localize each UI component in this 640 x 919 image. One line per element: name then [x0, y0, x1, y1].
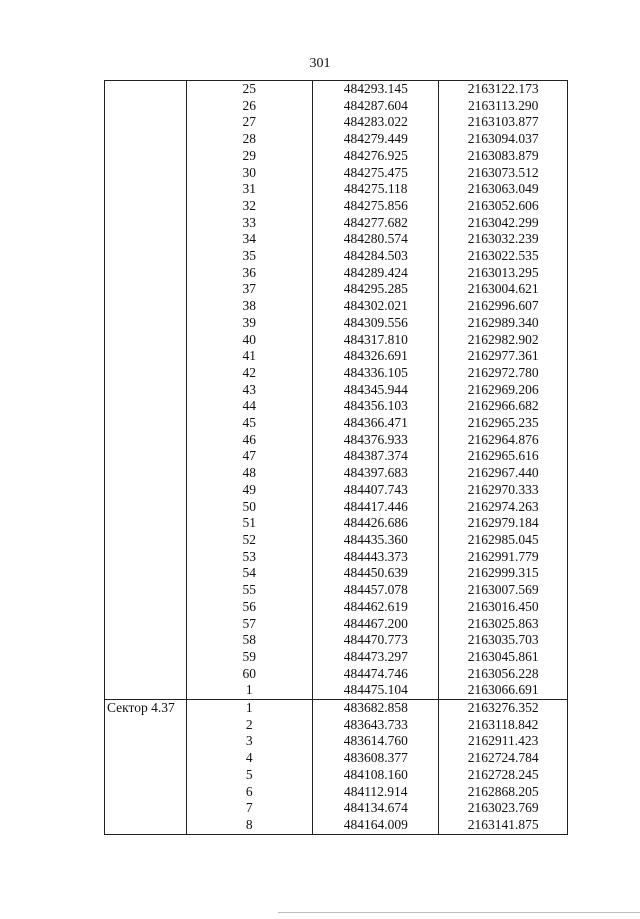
y-coordinate-cell: 2163113.290 [439, 98, 568, 115]
sector-cell [105, 382, 187, 399]
y-coordinate-cell: 2163103.877 [439, 114, 568, 131]
sector-cell [105, 398, 187, 415]
table-row [105, 281, 568, 298]
table-row [105, 465, 568, 482]
point-number-cell: 43 [186, 382, 312, 399]
table-row [105, 515, 568, 532]
sector-cell [105, 332, 187, 349]
sector-cell [105, 632, 187, 649]
y-coordinate-cell: 2162965.235 [439, 415, 568, 432]
point-number-cell: 34 [186, 231, 312, 248]
table-row [105, 800, 568, 817]
sector-cell [105, 784, 187, 801]
sector-cell [105, 817, 187, 834]
table-row [105, 248, 568, 265]
x-coordinate-cell: 484397.683 [313, 465, 439, 482]
point-number-cell: 3 [186, 733, 312, 750]
point-number-cell: 36 [186, 265, 312, 282]
x-coordinate-cell: 484302.021 [313, 298, 439, 315]
y-coordinate-cell: 2162972.780 [439, 365, 568, 382]
point-number-cell: 52 [186, 532, 312, 549]
x-coordinate-cell: 484275.475 [313, 165, 439, 182]
sector-cell [105, 231, 187, 248]
x-coordinate-cell: 484417.446 [313, 499, 439, 516]
sector-cell [105, 717, 187, 734]
sector-cell [105, 348, 187, 365]
sector-cell: Сектор 4.37 [105, 700, 187, 717]
sector-cell [105, 215, 187, 232]
point-number-cell: 49 [186, 482, 312, 499]
x-coordinate-cell: 484345.944 [313, 382, 439, 399]
table-row [105, 231, 568, 248]
table-row [105, 616, 568, 633]
sector-cell [105, 800, 187, 817]
x-coordinate-cell: 484287.604 [313, 98, 439, 115]
point-number-cell: 60 [186, 666, 312, 683]
table-row [105, 767, 568, 784]
x-coordinate-cell: 484435.360 [313, 532, 439, 549]
point-number-cell: 42 [186, 365, 312, 382]
point-number-cell: 56 [186, 599, 312, 616]
table-row [105, 784, 568, 801]
y-coordinate-cell: 2162868.205 [439, 784, 568, 801]
sector-cell [105, 265, 187, 282]
x-coordinate-cell: 484284.503 [313, 248, 439, 265]
x-coordinate-cell: 484309.556 [313, 315, 439, 332]
table-row [105, 700, 568, 717]
sector-cell [105, 248, 187, 265]
point-number-cell: 25 [186, 81, 312, 98]
x-coordinate-cell: 483682.858 [313, 700, 439, 717]
sector-cell [105, 565, 187, 582]
x-coordinate-cell: 484475.104 [313, 682, 439, 699]
y-coordinate-cell: 2162977.361 [439, 348, 568, 365]
x-coordinate-cell: 484336.105 [313, 365, 439, 382]
point-number-cell: 50 [186, 499, 312, 516]
point-number-cell: 6 [186, 784, 312, 801]
y-coordinate-cell: 2163063.049 [439, 181, 568, 198]
table-row [105, 717, 568, 734]
x-coordinate-cell: 483643.733 [313, 717, 439, 734]
point-number-cell: 51 [186, 515, 312, 532]
x-coordinate-cell: 484473.297 [313, 649, 439, 666]
x-coordinate-cell: 484134.674 [313, 800, 439, 817]
y-coordinate-cell: 2162966.682 [439, 398, 568, 415]
sector-cell [105, 682, 187, 699]
x-coordinate-cell: 484112.914 [313, 784, 439, 801]
y-coordinate-cell: 2163032.239 [439, 231, 568, 248]
sector-cell [105, 666, 187, 683]
x-coordinate-cell: 484317.810 [313, 332, 439, 349]
x-coordinate-cell: 484275.118 [313, 181, 439, 198]
sector-cell [105, 532, 187, 549]
coordinates-table [104, 80, 568, 835]
sector-cell [105, 365, 187, 382]
y-coordinate-cell: 2163276.352 [439, 700, 568, 717]
sector-cell [105, 81, 187, 98]
sector-cell [105, 315, 187, 332]
x-coordinate-cell: 484275.856 [313, 198, 439, 215]
point-number-cell: 29 [186, 148, 312, 165]
table-row [105, 265, 568, 282]
point-number-cell: 28 [186, 131, 312, 148]
sector-cell [105, 582, 187, 599]
y-coordinate-cell: 2163094.037 [439, 131, 568, 148]
point-number-cell: 27 [186, 114, 312, 131]
y-coordinate-cell: 2162982.902 [439, 332, 568, 349]
sector-cell [105, 131, 187, 148]
point-number-cell: 5 [186, 767, 312, 784]
y-coordinate-cell: 2163035.703 [439, 632, 568, 649]
table-row [105, 565, 568, 582]
point-number-cell: 58 [186, 632, 312, 649]
sector-cell [105, 649, 187, 666]
point-number-cell: 40 [186, 332, 312, 349]
x-coordinate-cell: 484467.200 [313, 616, 439, 633]
point-number-cell: 30 [186, 165, 312, 182]
x-coordinate-cell: 484474.746 [313, 666, 439, 683]
x-coordinate-cell: 484443.373 [313, 549, 439, 566]
y-coordinate-cell: 2162991.779 [439, 549, 568, 566]
table-row [105, 415, 568, 432]
table-row [105, 499, 568, 516]
table-row [105, 682, 568, 699]
x-coordinate-cell: 484280.574 [313, 231, 439, 248]
point-number-cell: 54 [186, 565, 312, 582]
point-number-cell: 32 [186, 198, 312, 215]
table-row [105, 98, 568, 115]
table-row [105, 532, 568, 549]
sector-cell [105, 114, 187, 131]
y-coordinate-cell: 2163045.861 [439, 649, 568, 666]
point-number-cell: 47 [186, 448, 312, 465]
table-row [105, 448, 568, 465]
page-bottom-edge [278, 912, 640, 913]
table-row [105, 599, 568, 616]
x-coordinate-cell: 484462.619 [313, 599, 439, 616]
point-number-cell: 31 [186, 181, 312, 198]
y-coordinate-cell: 2163056.228 [439, 666, 568, 683]
point-number-cell: 55 [186, 582, 312, 599]
y-coordinate-cell: 2163004.621 [439, 281, 568, 298]
y-coordinate-cell: 2163073.512 [439, 165, 568, 182]
point-number-cell: 7 [186, 800, 312, 817]
y-coordinate-cell: 2163052.606 [439, 198, 568, 215]
point-number-cell: 44 [186, 398, 312, 415]
x-coordinate-cell: 484470.773 [313, 632, 439, 649]
y-coordinate-cell: 2162985.045 [439, 532, 568, 549]
point-number-cell: 2 [186, 717, 312, 734]
table-row [105, 582, 568, 599]
sector-cell [105, 448, 187, 465]
table-row [105, 315, 568, 332]
sector-cell [105, 515, 187, 532]
point-number-cell: 48 [186, 465, 312, 482]
y-coordinate-cell: 2163118.842 [439, 717, 568, 734]
point-number-cell: 26 [186, 98, 312, 115]
y-coordinate-cell: 2163042.299 [439, 215, 568, 232]
sector-cell [105, 432, 187, 449]
y-coordinate-cell: 2163083.879 [439, 148, 568, 165]
point-number-cell: 41 [186, 348, 312, 365]
table-row [105, 482, 568, 499]
y-coordinate-cell: 2163066.691 [439, 682, 568, 699]
x-coordinate-cell: 484276.925 [313, 148, 439, 165]
y-coordinate-cell: 2163016.450 [439, 599, 568, 616]
y-coordinate-cell: 2163141.875 [439, 817, 568, 834]
table-row [105, 181, 568, 198]
x-coordinate-cell: 484457.078 [313, 582, 439, 599]
x-coordinate-cell: 484387.374 [313, 448, 439, 465]
sector-cell [105, 767, 187, 784]
y-coordinate-cell: 2163007.569 [439, 582, 568, 599]
y-coordinate-cell: 2163025.863 [439, 616, 568, 633]
y-coordinate-cell: 2162965.616 [439, 448, 568, 465]
table-row [105, 365, 568, 382]
point-number-cell: 39 [186, 315, 312, 332]
sector-cell [105, 148, 187, 165]
table-row [105, 666, 568, 683]
y-coordinate-cell: 2162728.245 [439, 767, 568, 784]
y-coordinate-cell: 2163022.535 [439, 248, 568, 265]
table-row [105, 198, 568, 215]
x-coordinate-cell: 484277.682 [313, 215, 439, 232]
table-row [105, 348, 568, 365]
sector-cell [105, 181, 187, 198]
point-number-cell: 1 [186, 682, 312, 699]
x-coordinate-cell: 484279.449 [313, 131, 439, 148]
sector-cell [105, 165, 187, 182]
sector-cell [105, 482, 187, 499]
y-coordinate-cell: 2162979.184 [439, 515, 568, 532]
table-row [105, 817, 568, 834]
x-coordinate-cell: 483608.377 [313, 750, 439, 767]
x-coordinate-cell: 484407.743 [313, 482, 439, 499]
y-coordinate-cell: 2162996.607 [439, 298, 568, 315]
page-number: 301 [309, 56, 331, 71]
x-coordinate-cell: 484356.103 [313, 398, 439, 415]
y-coordinate-cell: 2162970.333 [439, 482, 568, 499]
x-coordinate-cell: 484376.933 [313, 432, 439, 449]
table-row [105, 165, 568, 182]
point-number-cell: 45 [186, 415, 312, 432]
point-number-cell: 59 [186, 649, 312, 666]
x-coordinate-cell: 484283.022 [313, 114, 439, 131]
sector-cell [105, 415, 187, 432]
table-row [105, 215, 568, 232]
sector-cell [105, 733, 187, 750]
sector-cell [105, 549, 187, 566]
point-number-cell: 37 [186, 281, 312, 298]
coordinates-table-body [105, 81, 568, 835]
sector-cell [105, 465, 187, 482]
sector-cell [105, 98, 187, 115]
point-number-cell: 1 [186, 700, 312, 717]
table-row [105, 114, 568, 131]
table-row [105, 298, 568, 315]
sector-cell [105, 616, 187, 633]
sector-cell [105, 198, 187, 215]
table-row [105, 733, 568, 750]
table-row [105, 131, 568, 148]
sector-cell [105, 750, 187, 767]
y-coordinate-cell: 2163122.173 [439, 81, 568, 98]
y-coordinate-cell: 2162911.423 [439, 733, 568, 750]
table-row [105, 432, 568, 449]
x-coordinate-cell: 484450.639 [313, 565, 439, 582]
table-row [105, 382, 568, 399]
sector-cell [105, 298, 187, 315]
y-coordinate-cell: 2163023.769 [439, 800, 568, 817]
x-coordinate-cell: 484295.285 [313, 281, 439, 298]
point-number-cell: 33 [186, 215, 312, 232]
y-coordinate-cell: 2162974.263 [439, 499, 568, 516]
table-row [105, 398, 568, 415]
x-coordinate-cell: 483614.760 [313, 733, 439, 750]
sector-cell [105, 599, 187, 616]
point-number-cell: 8 [186, 817, 312, 834]
point-number-cell: 4 [186, 750, 312, 767]
x-coordinate-cell: 484426.686 [313, 515, 439, 532]
table-row [105, 332, 568, 349]
y-coordinate-cell: 2162967.440 [439, 465, 568, 482]
table-row [105, 81, 568, 98]
sector-cell [105, 281, 187, 298]
point-number-cell: 35 [186, 248, 312, 265]
point-number-cell: 46 [186, 432, 312, 449]
table-row [105, 649, 568, 666]
y-coordinate-cell: 2162724.784 [439, 750, 568, 767]
table-row [105, 632, 568, 649]
y-coordinate-cell: 2162969.206 [439, 382, 568, 399]
table-row [105, 750, 568, 767]
x-coordinate-cell: 484289.424 [313, 265, 439, 282]
x-coordinate-cell: 484108.160 [313, 767, 439, 784]
y-coordinate-cell: 2162989.340 [439, 315, 568, 332]
sector-cell [105, 499, 187, 516]
y-coordinate-cell: 2162999.315 [439, 565, 568, 582]
table-row [105, 148, 568, 165]
y-coordinate-cell: 2163013.295 [439, 265, 568, 282]
x-coordinate-cell: 484366.471 [313, 415, 439, 432]
x-coordinate-cell: 484293.145 [313, 81, 439, 98]
x-coordinate-cell: 484164.009 [313, 817, 439, 834]
point-number-cell: 57 [186, 616, 312, 633]
point-number-cell: 38 [186, 298, 312, 315]
x-coordinate-cell: 484326.691 [313, 348, 439, 365]
point-number-cell: 53 [186, 549, 312, 566]
y-coordinate-cell: 2162964.876 [439, 432, 568, 449]
table-row [105, 549, 568, 566]
